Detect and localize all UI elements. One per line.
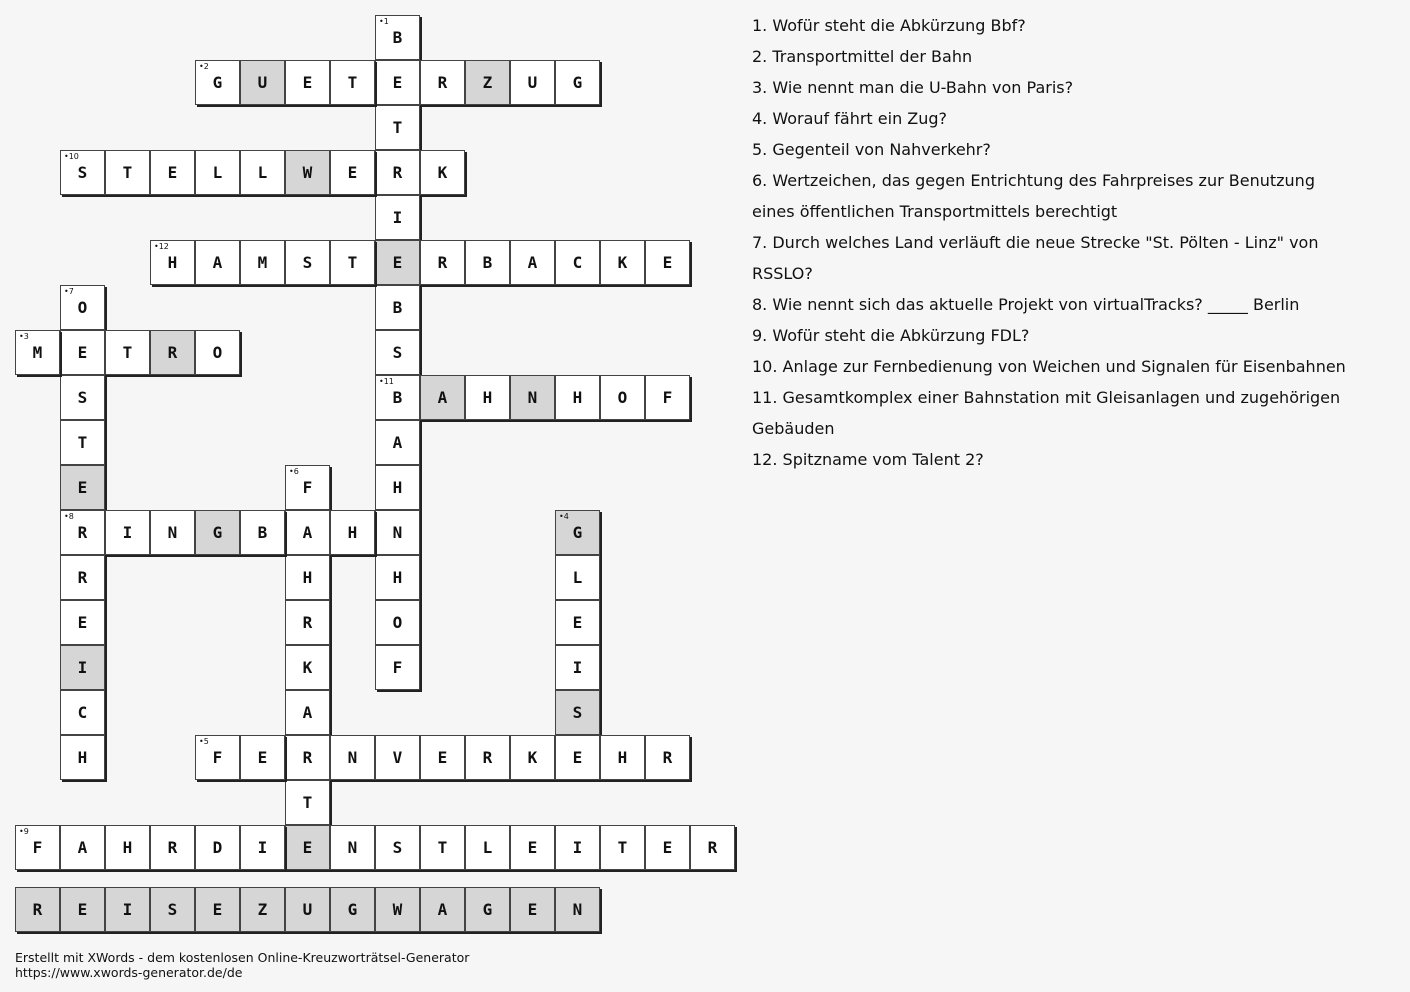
- grid-cell[interactable]: [60, 420, 105, 465]
- grid-cell[interactable]: [195, 510, 240, 555]
- grid-cell[interactable]: [465, 240, 510, 285]
- solution-cell[interactable]: [15, 887, 60, 932]
- grid-cell[interactable]: [285, 150, 330, 195]
- cell-letter: F: [302, 478, 313, 497]
- cell-letter: E: [392, 253, 403, 272]
- cell-letter: O: [617, 388, 628, 407]
- grid-cell[interactable]: [15, 330, 60, 375]
- cell-letter: R: [662, 748, 673, 767]
- clue-number: •9: [19, 827, 29, 836]
- grid-cell[interactable]: [195, 240, 240, 285]
- cell-letter: N: [392, 523, 403, 542]
- cell-letter: C: [77, 703, 88, 722]
- cell-letter: M: [32, 343, 43, 362]
- cell-letter: T: [122, 163, 133, 182]
- grid-cell[interactable]: [375, 285, 420, 330]
- grid-cell[interactable]: [330, 510, 375, 555]
- clue-item: 5. Gegenteil von Nahverkehr?: [752, 140, 991, 159]
- grid-cell[interactable]: [600, 735, 645, 780]
- grid-cell[interactable]: [195, 825, 240, 870]
- grid-cell[interactable]: [105, 330, 150, 375]
- grid-cell[interactable]: [60, 555, 105, 600]
- cell-letter: K: [617, 253, 628, 272]
- clue-number: •12: [154, 242, 169, 251]
- solution-letter: A: [437, 900, 448, 919]
- cell-letter: L: [257, 163, 268, 182]
- cell-letter: E: [77, 613, 88, 632]
- solution-cell[interactable]: [105, 887, 150, 932]
- grid-cell[interactable]: [330, 825, 375, 870]
- cell-letter: S: [77, 388, 88, 407]
- grid-cell[interactable]: [60, 330, 105, 375]
- cell-letter: M: [257, 253, 268, 272]
- cell-letter: R: [437, 73, 448, 92]
- cell-letter: H: [392, 568, 403, 587]
- clue-item: 8. Wie nennt sich das aktuelle Projekt von virtualTracks? _____ Berlin: [752, 295, 1300, 314]
- clue-number: •7: [64, 287, 74, 296]
- solution-letter: R: [32, 900, 43, 919]
- clue-item: 9. Wofür steht die Abkürzung FDL?: [752, 326, 1030, 345]
- solution-cell[interactable]: [420, 887, 465, 932]
- cell-letter: I: [77, 658, 88, 677]
- grid-cell[interactable]: [465, 60, 510, 105]
- cell-letter: L: [572, 568, 583, 587]
- cell-letter: H: [347, 523, 358, 542]
- grid-cell[interactable]: [555, 735, 600, 780]
- cell-letter: Z: [482, 73, 493, 92]
- grid-cell[interactable]: [195, 330, 240, 375]
- grid-cell[interactable]: [150, 510, 195, 555]
- clue-number: •1: [379, 17, 389, 26]
- cell-letter: R: [392, 163, 403, 182]
- cell-letter: I: [392, 208, 403, 227]
- cell-letter: H: [77, 748, 88, 767]
- cell-letter: E: [167, 163, 178, 182]
- cell-letter: E: [662, 253, 673, 272]
- cell-letter: S: [77, 163, 88, 182]
- grid-cell[interactable]: [375, 375, 420, 420]
- cell-letter: H: [572, 388, 583, 407]
- cell-letter: H: [617, 748, 628, 767]
- grid-cell[interactable]: [285, 600, 330, 645]
- clue-item: 1. Wofür steht die Abkürzung Bbf?: [752, 16, 1026, 35]
- cell-letter: F: [662, 388, 673, 407]
- clue-number: •2: [199, 62, 209, 71]
- cell-letter: T: [617, 838, 628, 857]
- cell-letter: R: [167, 838, 178, 857]
- cell-letter: H: [482, 388, 493, 407]
- solution-cell[interactable]: [555, 887, 600, 932]
- grid-cell[interactable]: [375, 15, 420, 60]
- cell-letter: E: [572, 613, 583, 632]
- cell-letter: R: [302, 613, 313, 632]
- grid-cell[interactable]: [285, 780, 330, 825]
- cell-letter: A: [77, 838, 88, 857]
- solution-letter: W: [392, 900, 403, 919]
- grid-cell[interactable]: [285, 825, 330, 870]
- cell-letter: D: [212, 838, 223, 857]
- cell-letter: U: [527, 73, 538, 92]
- cell-letter: F: [212, 748, 223, 767]
- grid-cell[interactable]: [150, 330, 195, 375]
- cell-letter: L: [212, 163, 223, 182]
- grid-cell[interactable]: [285, 240, 330, 285]
- grid-cell[interactable]: [375, 240, 420, 285]
- grid-cell[interactable]: [15, 825, 60, 870]
- solution-cell[interactable]: [510, 887, 555, 932]
- grid-cell[interactable]: [375, 735, 420, 780]
- cell-letter: R: [77, 523, 88, 542]
- grid-cell[interactable]: [60, 645, 105, 690]
- solution-cell[interactable]: [60, 887, 105, 932]
- solution-letter: U: [302, 900, 313, 919]
- grid-cell[interactable]: [60, 825, 105, 870]
- cell-letter: I: [122, 523, 133, 542]
- grid-cell[interactable]: [195, 735, 240, 780]
- cell-letter: W: [302, 163, 313, 182]
- grid-cell[interactable]: [555, 240, 600, 285]
- grid-cell[interactable]: [555, 690, 600, 735]
- grid-cell[interactable]: [240, 735, 285, 780]
- grid-cell[interactable]: [375, 510, 420, 555]
- cell-letter: B: [257, 523, 268, 542]
- cell-letter: E: [257, 748, 268, 767]
- solution-letter: E: [77, 900, 88, 919]
- cell-letter: T: [392, 118, 403, 137]
- cell-letter: B: [392, 28, 403, 47]
- grid-cell[interactable]: [105, 150, 150, 195]
- cell-letter: R: [482, 748, 493, 767]
- grid-cell[interactable]: [375, 105, 420, 150]
- cell-letter: E: [437, 748, 448, 767]
- grid-cell[interactable]: [420, 735, 465, 780]
- cell-letter: V: [392, 748, 403, 767]
- grid-cell[interactable]: [240, 240, 285, 285]
- grid-cell[interactable]: [645, 825, 690, 870]
- grid-cell[interactable]: [330, 240, 375, 285]
- cell-letter: T: [302, 793, 313, 812]
- cell-letter: I: [572, 658, 583, 677]
- footer-credit: Erstellt mit XWords - dem kostenlosen Online-Kreuzworträtsel-Generator: [15, 950, 470, 965]
- grid-cell[interactable]: [330, 735, 375, 780]
- grid-cell[interactable]: [510, 375, 555, 420]
- grid-cell[interactable]: [240, 510, 285, 555]
- grid-cell[interactable]: [330, 60, 375, 105]
- clue-item: 3. Wie nennt man die U-Bahn von Paris?: [752, 78, 1074, 97]
- grid-cell[interactable]: [375, 330, 420, 375]
- cell-letter: R: [437, 253, 448, 272]
- grid-cell[interactable]: [285, 465, 330, 510]
- cell-letter: G: [572, 73, 583, 92]
- clue-item: 7. Durch welches Land verläuft die neue Strecke "St. Pölten - Linz" von RSSLO?: [752, 233, 1319, 283]
- clue-number: •6: [289, 467, 299, 476]
- grid-cell[interactable]: [555, 555, 600, 600]
- grid-cell[interactable]: [465, 825, 510, 870]
- grid-cell[interactable]: [690, 825, 735, 870]
- clue-number: •3: [19, 332, 29, 341]
- grid-cell[interactable]: [600, 375, 645, 420]
- grid-cell[interactable]: [60, 285, 105, 330]
- cell-letter: A: [527, 253, 538, 272]
- cell-letter: N: [347, 838, 358, 857]
- grid-cell[interactable]: [375, 150, 420, 195]
- grid-cell[interactable]: [555, 60, 600, 105]
- cell-letter: K: [302, 658, 313, 677]
- cell-letter: B: [482, 253, 493, 272]
- grid-cell[interactable]: [105, 825, 150, 870]
- grid-cell[interactable]: [60, 735, 105, 780]
- clue-number: •10: [64, 152, 79, 161]
- cell-letter: T: [77, 433, 88, 452]
- cell-letter: F: [32, 838, 43, 857]
- cell-letter: E: [527, 838, 538, 857]
- cell-letter: T: [437, 838, 448, 857]
- cell-letter: E: [347, 163, 358, 182]
- clue-item: 11. Gesamtkomplex einer Bahnstation mit Gleisanlagen und zugehörigen Gebäuden: [752, 388, 1341, 438]
- grid-cell[interactable]: [420, 150, 465, 195]
- grid-cell[interactable]: [240, 60, 285, 105]
- grid-cell[interactable]: [60, 600, 105, 645]
- grid-cell[interactable]: [60, 690, 105, 735]
- cell-letter: S: [572, 703, 583, 722]
- cell-letter: A: [212, 253, 223, 272]
- clue-number: •11: [379, 377, 394, 386]
- grid-cell[interactable]: [510, 735, 555, 780]
- cell-letter: S: [392, 838, 403, 857]
- cell-letter: A: [437, 388, 448, 407]
- grid-cell[interactable]: [645, 240, 690, 285]
- grid-cell[interactable]: [150, 240, 195, 285]
- cell-letter: E: [392, 73, 403, 92]
- grid-cell[interactable]: [195, 60, 240, 105]
- grid-cell[interactable]: [60, 150, 105, 195]
- solution-letter: G: [347, 900, 358, 919]
- cell-letter: T: [122, 343, 133, 362]
- clue-item: 12. Spitzname vom Talent 2?: [752, 450, 984, 469]
- cell-letter: H: [167, 253, 178, 272]
- clue-number: •8: [64, 512, 74, 521]
- clue-number: •4: [559, 512, 569, 521]
- cell-letter: H: [302, 568, 313, 587]
- grid-cell[interactable]: [285, 645, 330, 690]
- grid-cell[interactable]: [375, 420, 420, 465]
- cell-letter: G: [212, 523, 223, 542]
- cell-letter: E: [302, 73, 313, 92]
- cell-letter: L: [482, 838, 493, 857]
- cell-letter: T: [347, 73, 358, 92]
- clue-item: 4. Worauf fährt ein Zug?: [752, 109, 948, 128]
- solution-letter: Z: [257, 900, 268, 919]
- solution-letter: G: [482, 900, 493, 919]
- cell-letter: E: [77, 343, 88, 362]
- grid-cell[interactable]: [60, 465, 105, 510]
- cell-letter: G: [572, 523, 583, 542]
- grid-cell[interactable]: [420, 240, 465, 285]
- cell-letter: S: [302, 253, 313, 272]
- grid-cell[interactable]: [555, 375, 600, 420]
- cell-letter: O: [392, 613, 403, 632]
- grid-cell[interactable]: [195, 150, 240, 195]
- clue-item: 2. Transportmittel der Bahn: [752, 47, 973, 66]
- cell-letter: R: [707, 838, 718, 857]
- grid-cell[interactable]: [285, 555, 330, 600]
- solution-letter: S: [167, 900, 178, 919]
- cell-letter: K: [527, 748, 538, 767]
- cell-letter: N: [347, 748, 358, 767]
- grid-cell[interactable]: [420, 375, 465, 420]
- crossword-grid: [0, 0, 740, 940]
- solution-cell[interactable]: [150, 887, 195, 932]
- cell-letter: O: [77, 298, 88, 317]
- grid-cell[interactable]: [555, 825, 600, 870]
- clue-item: 6. Wertzeichen, das gegen Entrichtung des Fahrpreises zur Benutzung eines öffentlichen Transportmittels berechtigt: [752, 171, 1315, 221]
- grid-cell[interactable]: [330, 150, 375, 195]
- grid-cell[interactable]: [555, 645, 600, 690]
- solution-letter: N: [572, 900, 583, 919]
- cell-letter: N: [527, 388, 538, 407]
- cell-letter: R: [77, 568, 88, 587]
- grid-cell[interactable]: [465, 375, 510, 420]
- cell-letter: U: [257, 73, 268, 92]
- grid-cell[interactable]: [285, 690, 330, 735]
- cell-letter: O: [212, 343, 223, 362]
- grid-cell[interactable]: [555, 600, 600, 645]
- solution-cell[interactable]: [330, 887, 375, 932]
- solution-cell[interactable]: [465, 887, 510, 932]
- cell-letter: I: [257, 838, 268, 857]
- cell-letter: G: [212, 73, 223, 92]
- footer: [15, 950, 469, 980]
- cell-letter: R: [302, 748, 313, 767]
- cell-letter: A: [302, 523, 313, 542]
- grid-cell[interactable]: [645, 375, 690, 420]
- grid-cell[interactable]: [375, 60, 420, 105]
- grid-cell[interactable]: [375, 825, 420, 870]
- clue-number: •5: [199, 737, 209, 746]
- grid-cell[interactable]: [555, 510, 600, 555]
- cell-letter: E: [77, 478, 88, 497]
- grid-cell[interactable]: [375, 555, 420, 600]
- grid-cell[interactable]: [60, 510, 105, 555]
- grid-cell[interactable]: [240, 825, 285, 870]
- grid-cell[interactable]: [285, 735, 330, 780]
- grid-cell[interactable]: [375, 645, 420, 690]
- grid-cell[interactable]: [420, 60, 465, 105]
- cell-letter: A: [392, 433, 403, 452]
- cell-letter: S: [392, 343, 403, 362]
- solution-cell[interactable]: [195, 887, 240, 932]
- cell-letter: B: [392, 388, 403, 407]
- cell-letter: E: [662, 838, 673, 857]
- grid-cell[interactable]: [150, 825, 195, 870]
- grid-cell[interactable]: [645, 735, 690, 780]
- solution-letter: I: [122, 900, 133, 919]
- cell-letter: H: [392, 478, 403, 497]
- clue-list: [752, 10, 1352, 475]
- grid-cell[interactable]: [240, 150, 285, 195]
- cell-letter: C: [572, 253, 583, 272]
- grid-cell[interactable]: [420, 825, 465, 870]
- grid-cell[interactable]: [285, 510, 330, 555]
- grid-cell[interactable]: [510, 240, 555, 285]
- cell-letter: F: [392, 658, 403, 677]
- grid-cell[interactable]: [510, 825, 555, 870]
- cell-letter: K: [437, 163, 448, 182]
- grid-cell[interactable]: [510, 60, 555, 105]
- grid-cell[interactable]: [150, 150, 195, 195]
- grid-cell[interactable]: [465, 735, 510, 780]
- clue-item: 10. Anlage zur Fernbedienung von Weichen und Signalen für Eisenbahnen: [752, 357, 1346, 376]
- cell-letter: H: [122, 838, 133, 857]
- cell-letter: I: [572, 838, 583, 857]
- cell-letter: R: [167, 343, 178, 362]
- solution-cell[interactable]: [285, 887, 330, 932]
- grid-cell[interactable]: [375, 195, 420, 240]
- solution-cell[interactable]: [375, 887, 420, 932]
- solution-letter: E: [212, 900, 223, 919]
- grid-cell[interactable]: [375, 465, 420, 510]
- grid-cell[interactable]: [375, 600, 420, 645]
- grid-cell[interactable]: [600, 825, 645, 870]
- grid-cell[interactable]: [285, 60, 330, 105]
- grid-cell[interactable]: [60, 375, 105, 420]
- cell-letter: T: [347, 253, 358, 272]
- cell-letter: E: [302, 838, 313, 857]
- solution-cell[interactable]: [240, 887, 285, 932]
- cell-letter: E: [572, 748, 583, 767]
- footer-url[interactable]: https://www.xwords-generator.de/de: [15, 965, 243, 980]
- solution-letter: E: [527, 900, 538, 919]
- grid-cell[interactable]: [105, 510, 150, 555]
- cell-letter: N: [167, 523, 178, 542]
- cell-letter: B: [392, 298, 403, 317]
- grid-cell[interactable]: [600, 240, 645, 285]
- cell-letter: A: [302, 703, 313, 722]
